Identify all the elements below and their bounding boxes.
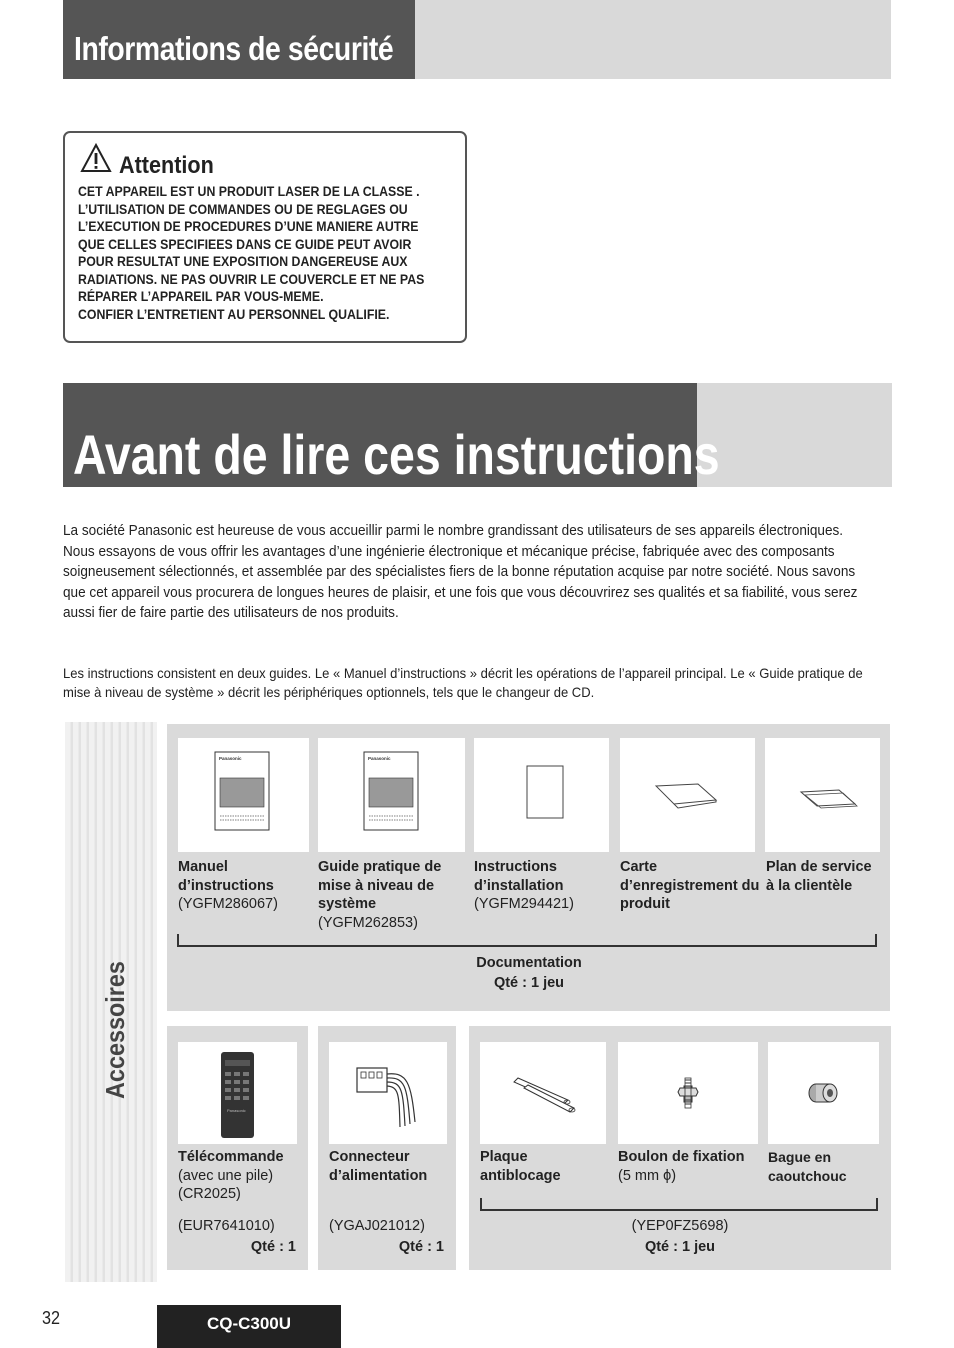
attention-line: RADIATIONS. NE PAS OUVRIR LE COUVERCLE ET NE PAS [78, 271, 425, 287]
anti-theft-plate-name: Plaque antiblocage [480, 1149, 561, 1184]
attention-line: POUR RESULTAT UNE EXPOSITION DANGEREUSE AUX [78, 254, 408, 269]
remote-code: (EUR7641010) [178, 1218, 275, 1234]
manual-image [178, 738, 309, 852]
section-title-avant: Avant de lire ces instructions [73, 423, 720, 486]
doc-label-service-plan [766, 858, 876, 895]
documentation-group-label [420, 953, 638, 993]
remote-label [178, 1148, 303, 1204]
attention-line: CONFIER L’ENTRETIENT AU PERSONNEL QUALIFIE. [78, 306, 390, 322]
remote-qty: Qté : 1 [250, 1239, 296, 1255]
documentation-bracket [177, 934, 877, 947]
power-connector-code: (YGAJ021012) [329, 1218, 425, 1234]
doc-name: Plan de service à la clientèle [766, 859, 872, 894]
doc-name: Carte d’enregistrement du produit [620, 859, 760, 912]
remote-battery: (CR2025) [178, 1186, 241, 1202]
power-connector-qty: Qté : 1 [398, 1239, 444, 1255]
section-title-securite: Informations de sécurité [74, 30, 394, 67]
attention-text [78, 183, 458, 323]
documentation-title: Documentation [476, 955, 582, 971]
doc-name: Guide pratique de mise à niveau de système [318, 859, 442, 912]
intro-paragraph: La société Panasonic est heureuse de vous accueillir parmi le nombre grandissant des utilisateurs de ses appareils électroniques. [63, 523, 844, 539]
brand-text: Panasonic [219, 756, 242, 761]
remote-name: Télécommande [178, 1149, 284, 1165]
power-connector-label [329, 1148, 454, 1185]
remote-image [178, 1042, 297, 1144]
mounting-bolt-label [618, 1148, 763, 1185]
anti-theft-plate-image [480, 1042, 606, 1144]
model-badge: CQ-C300U [157, 1305, 341, 1348]
rubber-bushing-label [768, 1148, 878, 1185]
doc-code: (YGFM294421) [474, 896, 574, 912]
page-number: 32 [42, 1308, 61, 1328]
attention-line: RÉPARER L’APPAREIL PAR VOUS-MEME. [78, 289, 324, 304]
intro-guides-text: Les instructions consistent en deux guides. Le « Manuel d’instructions » décrit les opérations de l’appareil principal. Le « Guide pratique de mise à niveau de système » décrit les périphériques optionnels, tels que le changeur de CD. [63, 665, 863, 700]
registration-card-image [620, 738, 755, 852]
doc-label-installation [474, 858, 604, 914]
doc-label-registration [620, 858, 760, 914]
intro-paragraph: Nous essayons de vous offrir les avantages d’une ingénierie électronique et mécanique précise, fabriquée avec des composants soigneusement sélectionnés, et assemblée par des spécialistes fiers de la bonne réputation acquise par notre société. Nous savons que cet appareil vous procurera de longues heures de plaisir, et une fois que vous découvrirez ses qualités et sa fiabilité, vous serez aussi fier de faire partie des utilisateurs de nos produits. [63, 543, 858, 621]
attention-line: L’EXECUTION DE PROCEDURES D’UNE MANIERE AUTRE [78, 219, 419, 234]
doc-name: Instructions d’installation [474, 859, 564, 894]
doc-name: Manuel d’instructions [178, 859, 274, 894]
rubber-bushing-name: Bague en caoutchouc [768, 1149, 847, 1184]
anti-theft-plate-label [480, 1148, 610, 1185]
power-connector-image [329, 1042, 447, 1144]
attention-line: QUE CELLES SPECIFIEES DANS CE GUIDE PEUT AVOIR [78, 236, 412, 252]
doc-code: (YGFM286067) [178, 896, 278, 912]
attention-title: Attention [119, 152, 214, 179]
mounting-bolt-image [618, 1042, 758, 1144]
mounting-bolt-name: Boulon de fixation [618, 1149, 745, 1165]
doc-label-upgrade-guide [318, 858, 458, 932]
installation-instructions-image [474, 738, 609, 852]
remote-sub: (avec une pile) [178, 1167, 274, 1184]
hardware-qty: Qté : 1 jeu [644, 1239, 716, 1255]
accessories-label: Accessoires [100, 961, 130, 1099]
documentation-qty: Qté : 1 jeu [493, 975, 565, 991]
doc-code: (YGFM262853) [318, 914, 418, 931]
doc-label-manual [178, 858, 308, 914]
service-plan-image [765, 738, 880, 852]
warning-icon [80, 143, 112, 173]
attention-line: L’UTILISATION DE COMMANDES OU DE REGLAGES OU [78, 201, 408, 217]
brand-text: Panasonic [368, 756, 391, 761]
upgrade-guide-image [318, 738, 465, 852]
brand-text: Panasonic [227, 1108, 246, 1113]
hardware-code: (YEP0FZ5698) [631, 1218, 729, 1234]
attention-line: CET APPAREIL EST UN PRODUIT LASER DE LA CLASSE . [78, 184, 420, 199]
mounting-bolt-size: (5 mm ϕ) [618, 1167, 677, 1184]
hardware-bracket [480, 1198, 878, 1211]
power-connector-name: Connecteur d’alimentation [329, 1149, 428, 1184]
intro-text [63, 521, 872, 624]
rubber-bushing-image [768, 1042, 879, 1144]
